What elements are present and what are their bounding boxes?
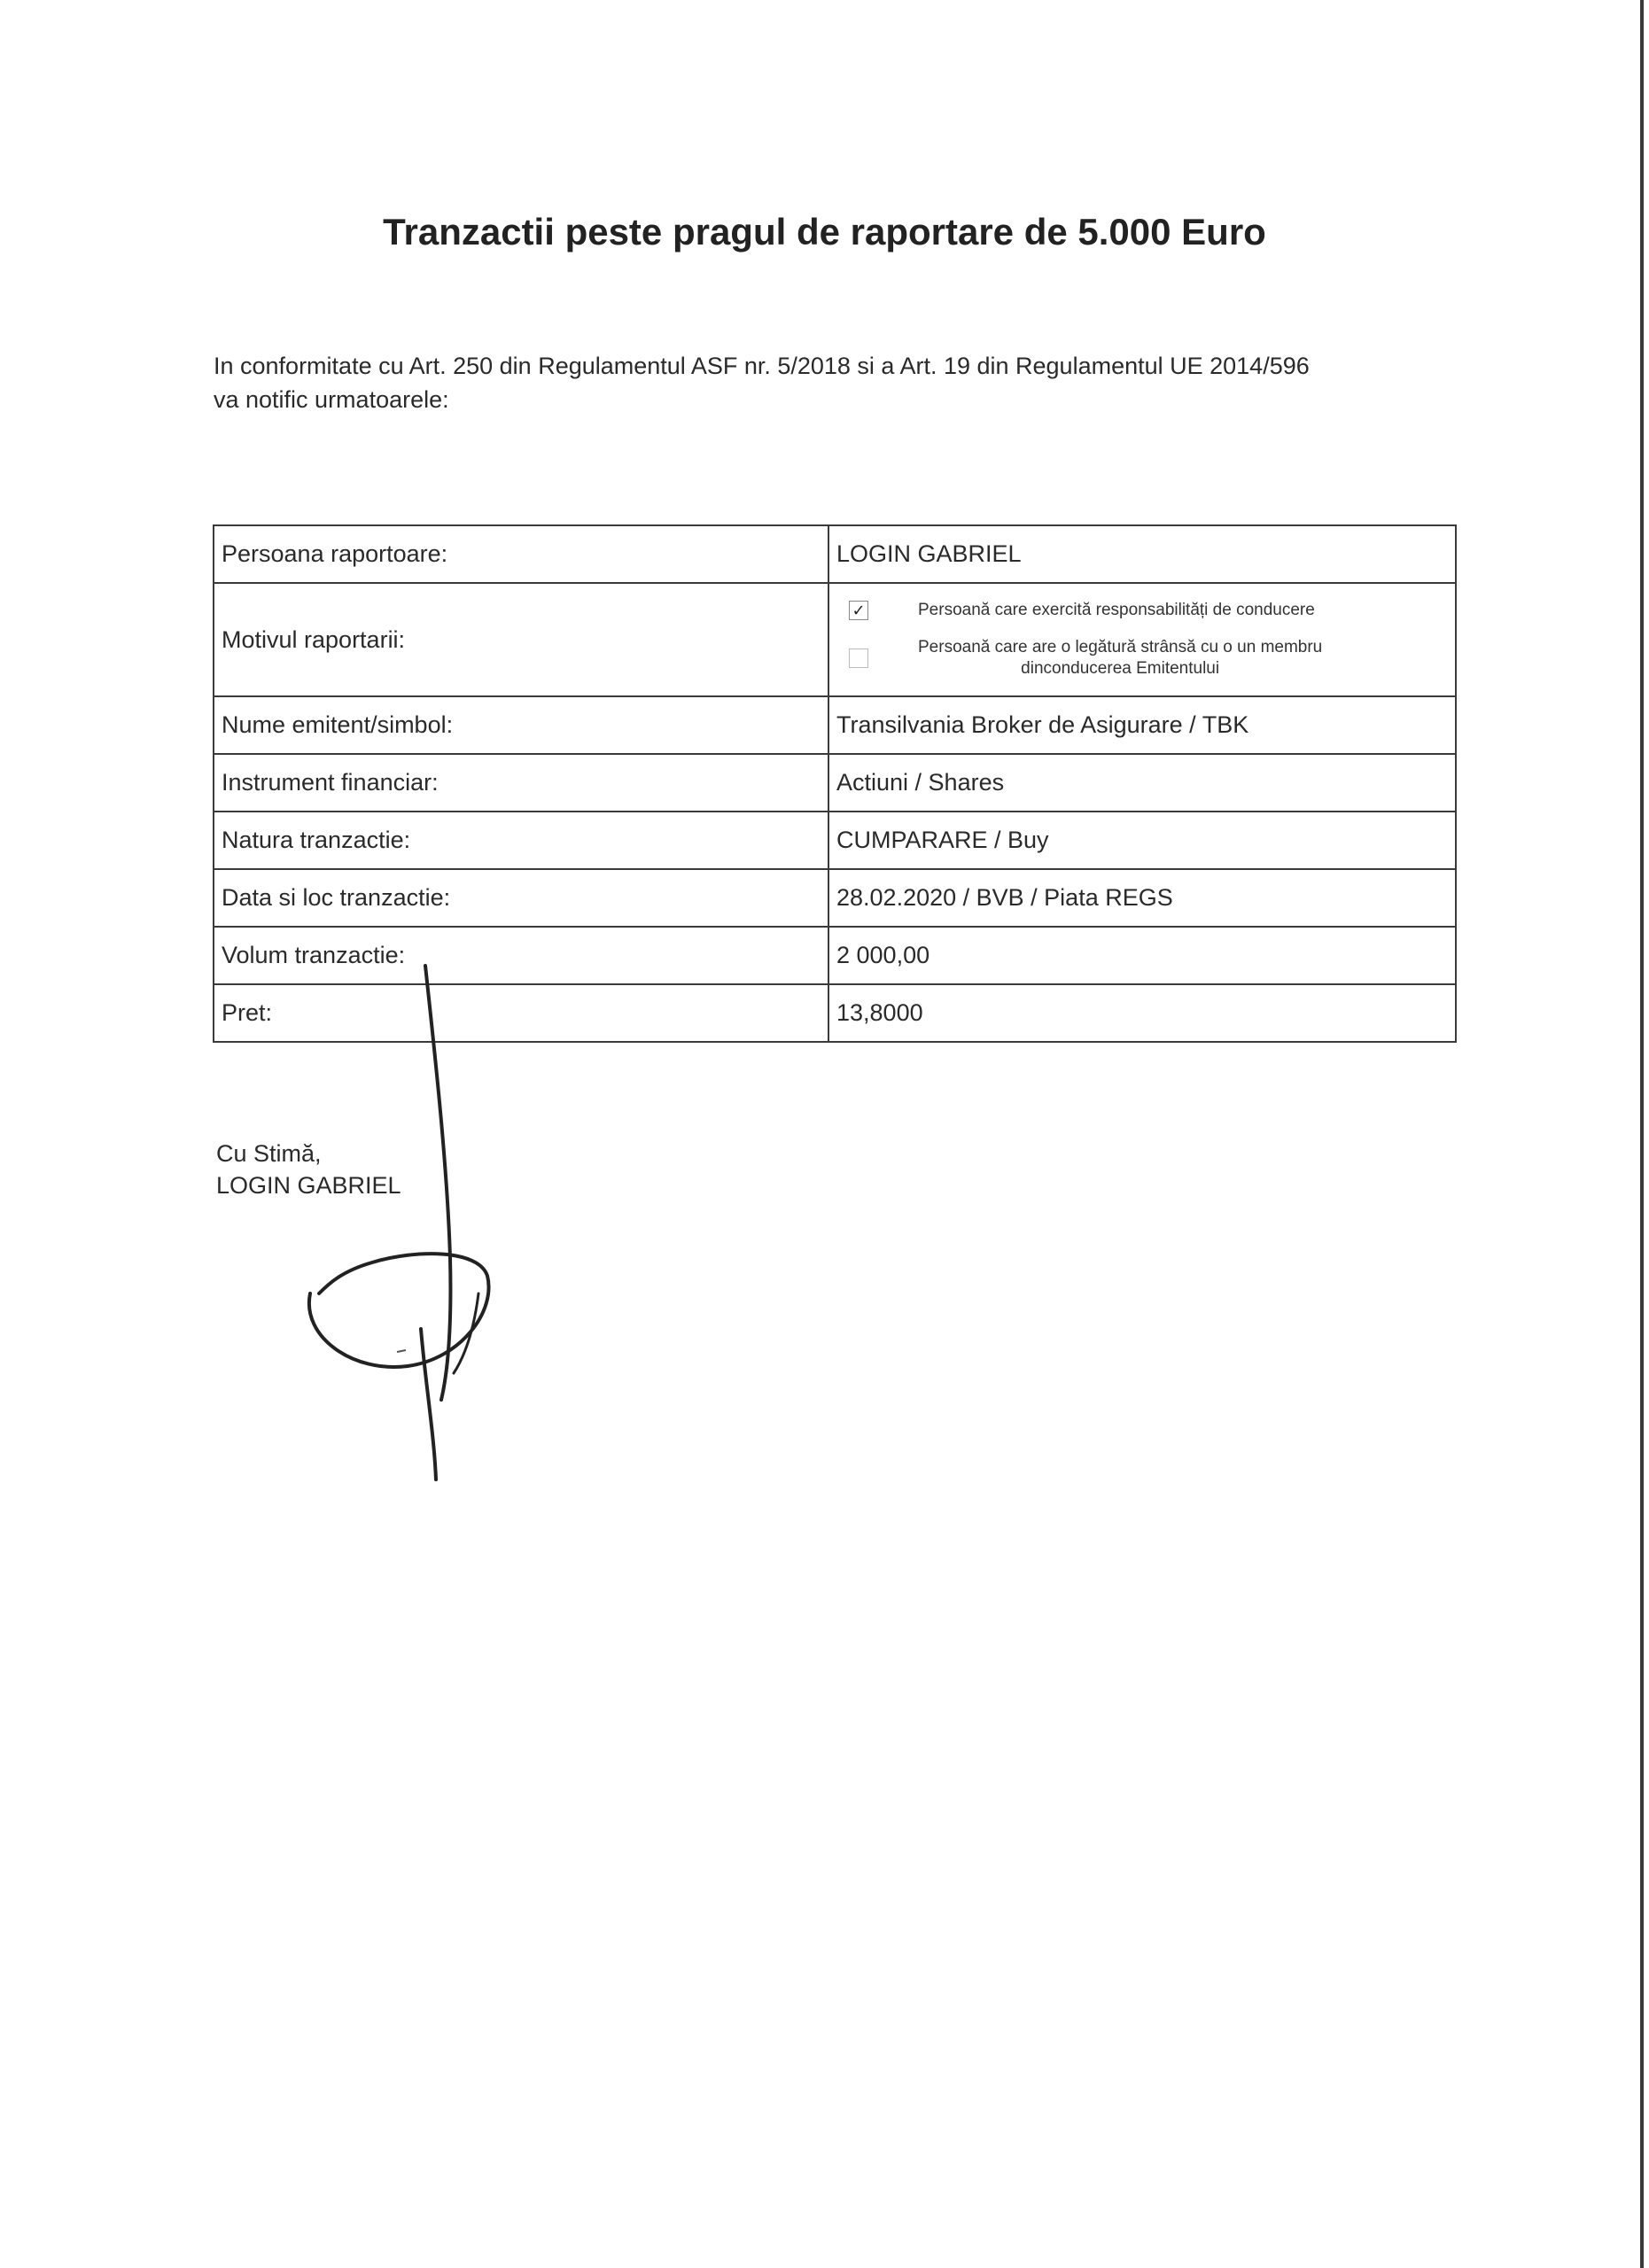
nature-label: Natura tranzactie:: [214, 812, 828, 869]
reason-option-close-link-text: [918, 637, 1322, 680]
intro-paragraph: [214, 349, 1454, 416]
reason-option-close-link-line1: Persoană care are o legătură strânsă cu o un membru: [918, 638, 1323, 656]
reason-label: Motivul raportarii:: [214, 583, 828, 696]
closing-name: LOGIN GABRIEL: [216, 1172, 401, 1199]
issuer-label: Nume emitent/simbol:: [214, 696, 828, 754]
price-label: Pret:: [214, 984, 828, 1042]
price-value: 13,8000: [828, 984, 1456, 1042]
reason-option-management-text: Persoană care exercită responsabilități de conducere: [918, 601, 1315, 619]
date-place-value: 28.02.2020 / BVB / Piata REGS: [828, 869, 1456, 927]
checkbox-unchecked-icon[interactable]: [849, 649, 868, 668]
volume-label: Volum tranzactie:: [214, 927, 828, 984]
reason-option-management: [836, 600, 1448, 621]
closing-salutation: Cu Stimă,: [216, 1140, 322, 1167]
table-row-instrument: [214, 754, 1456, 812]
reason-option-close-link-line2: dinconducerea Emitentului: [1021, 659, 1220, 678]
intro-line-2: va notific urmatoarele:: [214, 386, 449, 413]
table-row-reason: [214, 583, 1456, 696]
document-title: Tranzactii peste pragul de raportare de 5.000 Euro: [383, 211, 1266, 252]
table-row-reporter: [214, 525, 1456, 583]
volume-value: 2 000,00: [828, 927, 1456, 984]
nature-value: CUMPARARE / Buy: [828, 812, 1456, 869]
table-row-issuer: [214, 696, 1456, 754]
scan-edge-line: [1640, 0, 1644, 2268]
intro-line-1: In conformitate cu Art. 250 din Regulamentul ASF nr. 5/2018 si a Art. 19 din Regulamentul UE 2014/596: [214, 353, 1310, 379]
issuer-value: Transilvania Broker de Asigurare / TBK: [828, 696, 1456, 754]
instrument-value: Actiuni / Shares: [828, 754, 1456, 812]
checkbox-checked-icon[interactable]: ✓: [849, 601, 868, 620]
reporter-value: LOGIN GABRIEL: [828, 525, 1456, 583]
table-row-date-place: [214, 869, 1456, 927]
date-place-label: Data si loc tranzactie:: [214, 869, 828, 927]
reason-options: [828, 583, 1456, 696]
handwritten-signature: [292, 957, 523, 1488]
reason-option-close-link: [836, 637, 1448, 680]
instrument-label: Instrument financiar:: [214, 754, 828, 812]
table-row-nature: [214, 812, 1456, 869]
reporter-label: Persoana raportoare:: [214, 525, 828, 583]
